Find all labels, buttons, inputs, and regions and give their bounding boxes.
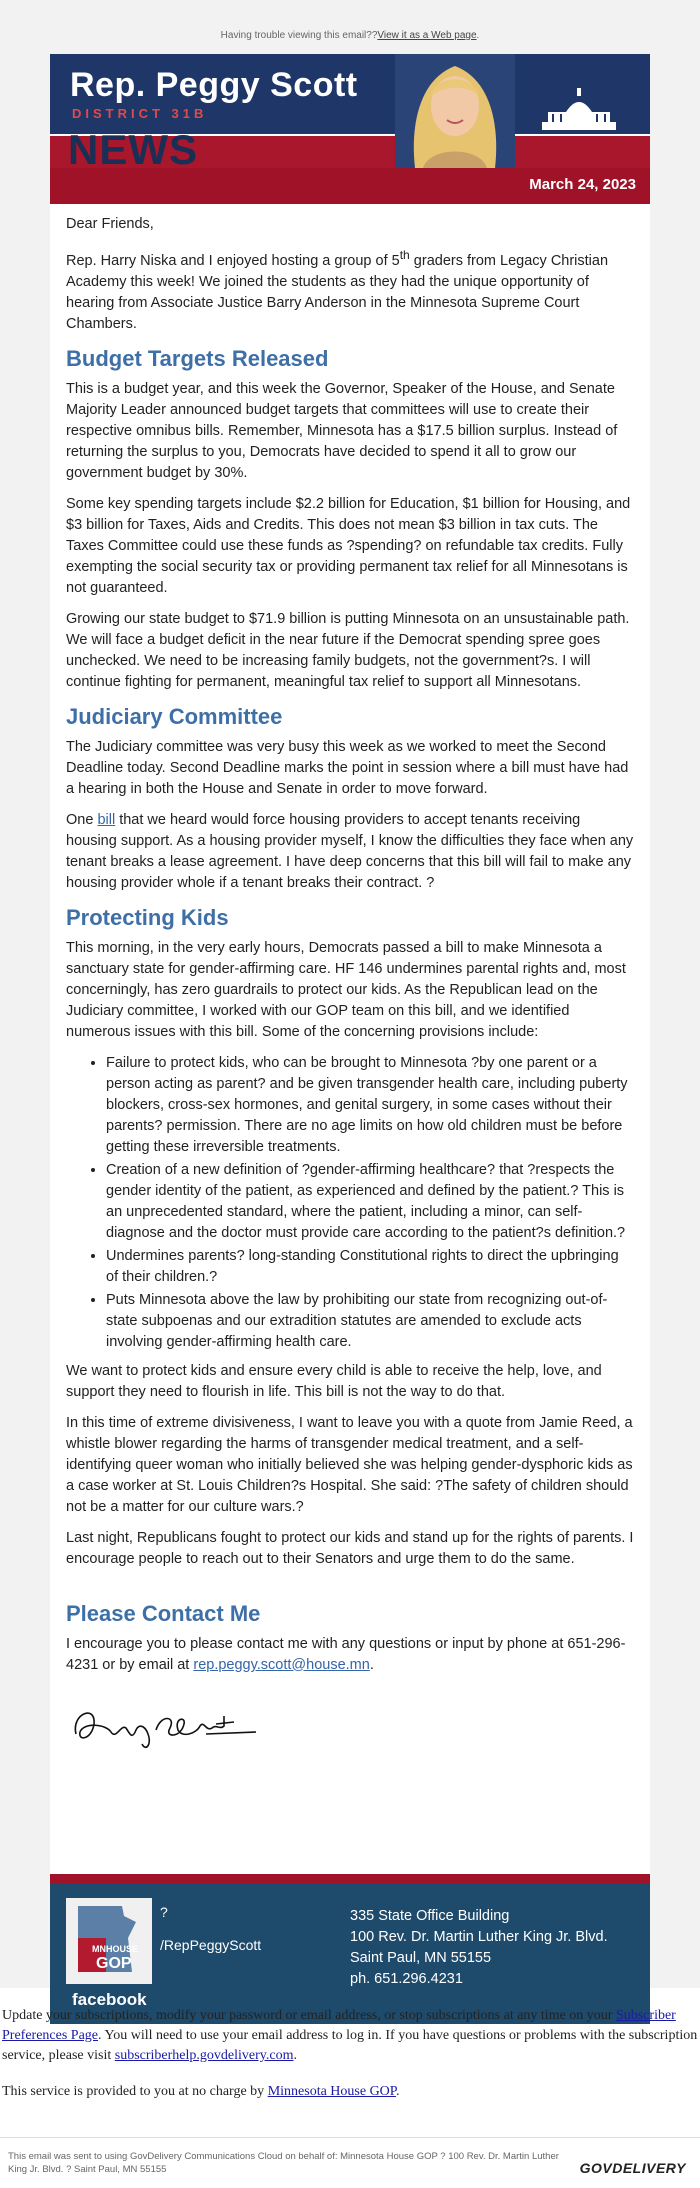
budget-paragraph-1: This is a budget year, and this week the Governor, Speaker of the House, and Senate Majority Leader announced budget targets that committees will use to create their respective omnibus bills. Remember, Minnesota has a $17.5 billion surplus. Instead of returning the surplus to you, Democrats have decided to spend it all to grow our government budget by 30%. (66, 380, 618, 481)
trouble-text: Having trouble viewing this email?? (220, 30, 378, 41)
newsletter-date: March 24, 2023 (529, 176, 636, 193)
svg-text:GOP: GOP (96, 1955, 132, 1972)
mn-house-gop-link[interactable]: Minnesota House GOP (267, 2084, 397, 2099)
facebook-label[interactable]: facebook (72, 1990, 147, 2009)
email-link[interactable]: rep.peggy.scott@house.mn (193, 1656, 370, 1673)
header-name: Rep. Peggy Scott (70, 66, 358, 104)
kids-paragraph-4: Last night, Republicans fought to protect our kids and stand up for the rights of parents. I encourage people to reach out to their Senators and urge them to do the same. (66, 1529, 634, 1567)
mn-house-gop-logo[interactable] (66, 1898, 152, 1984)
social-handle[interactable]: /RepPeggyScott (160, 1937, 262, 1953)
signature (66, 1694, 266, 1754)
svg-text:MNHOUSE: MNHOUSE (92, 1944, 139, 1954)
list-item: • Failure to protect kids, who can be brought to Minnesota ?by one parent or a person acting as parent? and be given transgender health care, including puberty blockers, cross-sex hormones, and genital surgery, in some cases without their parents? permission. There are no age limits on how old children must be before getting these irreversible treatments. (106, 1053, 634, 1158)
kids-paragraph-3: In this time of extreme divisiveness, I want to leave you with a quote from Jamie Reed, a whistle blower regarding the harms of transgender medical treatment, and a self-identifying queer woman who initially believed she was helping gender-dysphoric kids as a case worker at St. Louis Children?s Hospital. She said: ?The safety of children should not be a matter for our culture wars.? (66, 1414, 633, 1515)
sent-by-note: This email was sent to using GovDelivery Communications Cloud on behalf of: Minnesota House GOP ? 100 Rev. Dr. Martin Luther King Jr. Blvd. ? Saint Paul, MN 55155 (8, 2151, 559, 2175)
subscriber-help-link[interactable]: subscriberhelp.govdelivery.com (114, 2048, 294, 2063)
subscription-info: Update your subscriptions, modify your password or email address, or stop subscriptions at any time on your Subscriber Preferences Page. You will need to use your email address to log in. If you have questions or problems with the subscription service, please visit subscriberhelp.govdelivery.com. This service is provided to you at no charge by Minnesota House GOP. (2, 2008, 698, 2099)
newsletter-header (50, 54, 650, 204)
web-page-link[interactable]: View it as a Web page (377, 30, 477, 41)
list-item: • Creation of a new definition of ?gender-affirming healthcare? that ?respects the gender identity of the patient, as experienced and defined by the patient.? This is an unprecedented standard, where the patient, including a minor, can self-diagnose and the doctor must provide care according to the patient?s definition.? (106, 1160, 634, 1244)
kids-paragraph-1: This morning, in the very early hours, Democrats passed a bill to make Minnesota a sanctuary state for gender-affirming care. HF 146 undermines parental rights and, most concerningly, has zero guardrails to protect our kids. As the Republican lead on the Judiciary committee, I worked with our GOP team on this bill, and we identified numerous issues with this bill. Some of the concerning provisions include: (66, 939, 626, 1040)
list-item: • Puts Minnesota above the law by prohibiting our state from recognizing out-of-state subpoenas and our extradition statutes are amended to exclude acts involving gender-affirming health care. (106, 1290, 634, 1353)
budget-heading: Budget Targets Released (66, 345, 329, 371)
list-item: • Undermines parents? long-standing Constitutional rights to direct the upbringing of their children.? (106, 1246, 634, 1288)
intro-paragraph: Rep. Harry Niska and I enjoyed hosting a group of 5th graders from Legacy Christian Academy this week! We joined the students as they had the unique opportunity of hearing from Associate Justice Barry Anderson in the Minnesota Supreme Court Chambers. (66, 248, 609, 332)
header-news: NEWS (68, 126, 198, 173)
portrait-photo (395, 54, 515, 168)
newsletter-content (50, 204, 650, 1761)
govdelivery-logo[interactable]: GOVDELIVERY (579, 2160, 686, 2176)
budget-paragraph-3: Growing our state budget to $71.9 billion is putting Minnesota on an unsustainable path. We will face a budget deficit in the near future if the Democrat spending spree goes unchecked. We need to be increasing family budgets, not the government?s. I will continue fighting for permanent, meaningful tax relief to support all Minnesotans. (66, 610, 630, 690)
contact-heading: Please Contact Me (66, 1600, 261, 1626)
top-bar: Having trouble viewing this email??View it as a Web page. (220, 30, 480, 41)
budget-paragraph-2: Some key spending targets include $2.2 billion for Education, $1 billion for Housing, and $3 billion for Taxes, Aids and Credits. This does not mean $3 billion in tax cuts. The Taxes Committee could use these funds as ?spending? on refundable tax credits. Fully exempting the social security tax or providing permanent tax relief for all Minnesotans is not guaranteed. (66, 495, 631, 596)
email-card (50, 54, 650, 2009)
judiciary-paragraph-2: One bill that we heard would force housing providers to accept tenants receiving housing support. As a housing provider myself, I know the difficulties they face when any tenant breaks a lease agreement. I have deep concerns that this bill will fail to make any housing provider whole if a tenant breaks their contract. ? (66, 811, 634, 891)
kids-heading: Protecting Kids (66, 904, 229, 930)
contact-paragraph: I encourage you to please contact me with any questions or input by phone at 651-296-4231 or by email at rep.peggy.scott@house.mn. (66, 1635, 626, 1673)
greeting: Dear Friends, (66, 216, 154, 232)
footer (50, 1884, 650, 2024)
judiciary-heading: Judiciary Committee (66, 703, 283, 729)
header-district: DISTRICT 31B (72, 106, 208, 121)
subscriber-preferences-link[interactable]: Subscriber Preferences Page (2, 2008, 676, 2043)
judiciary-paragraph-1: The Judiciary committee was very busy this week as we worked to meet the Second Deadline today. Second Deadline marks the point in session where a bill must have had a hearing in both the House and Senate in order to move forward. (66, 738, 629, 797)
provisions-list (66, 1053, 634, 1353)
bill-link[interactable]: bill (97, 811, 116, 828)
office-address: 335 State Office Building 100 Rev. Dr. Martin Luther King Jr. Blvd. Saint Paul, MN 55155 ph. 651.296.4231 (350, 1908, 608, 1987)
kids-paragraph-2: We want to protect kids and ensure every child is able to receive the help, love, and support they need to flourish in life. This bill is not the way to do that. (66, 1362, 602, 1400)
capitol-icon (538, 84, 620, 134)
social-icon-placeholder[interactable]: ? (160, 1904, 168, 1920)
